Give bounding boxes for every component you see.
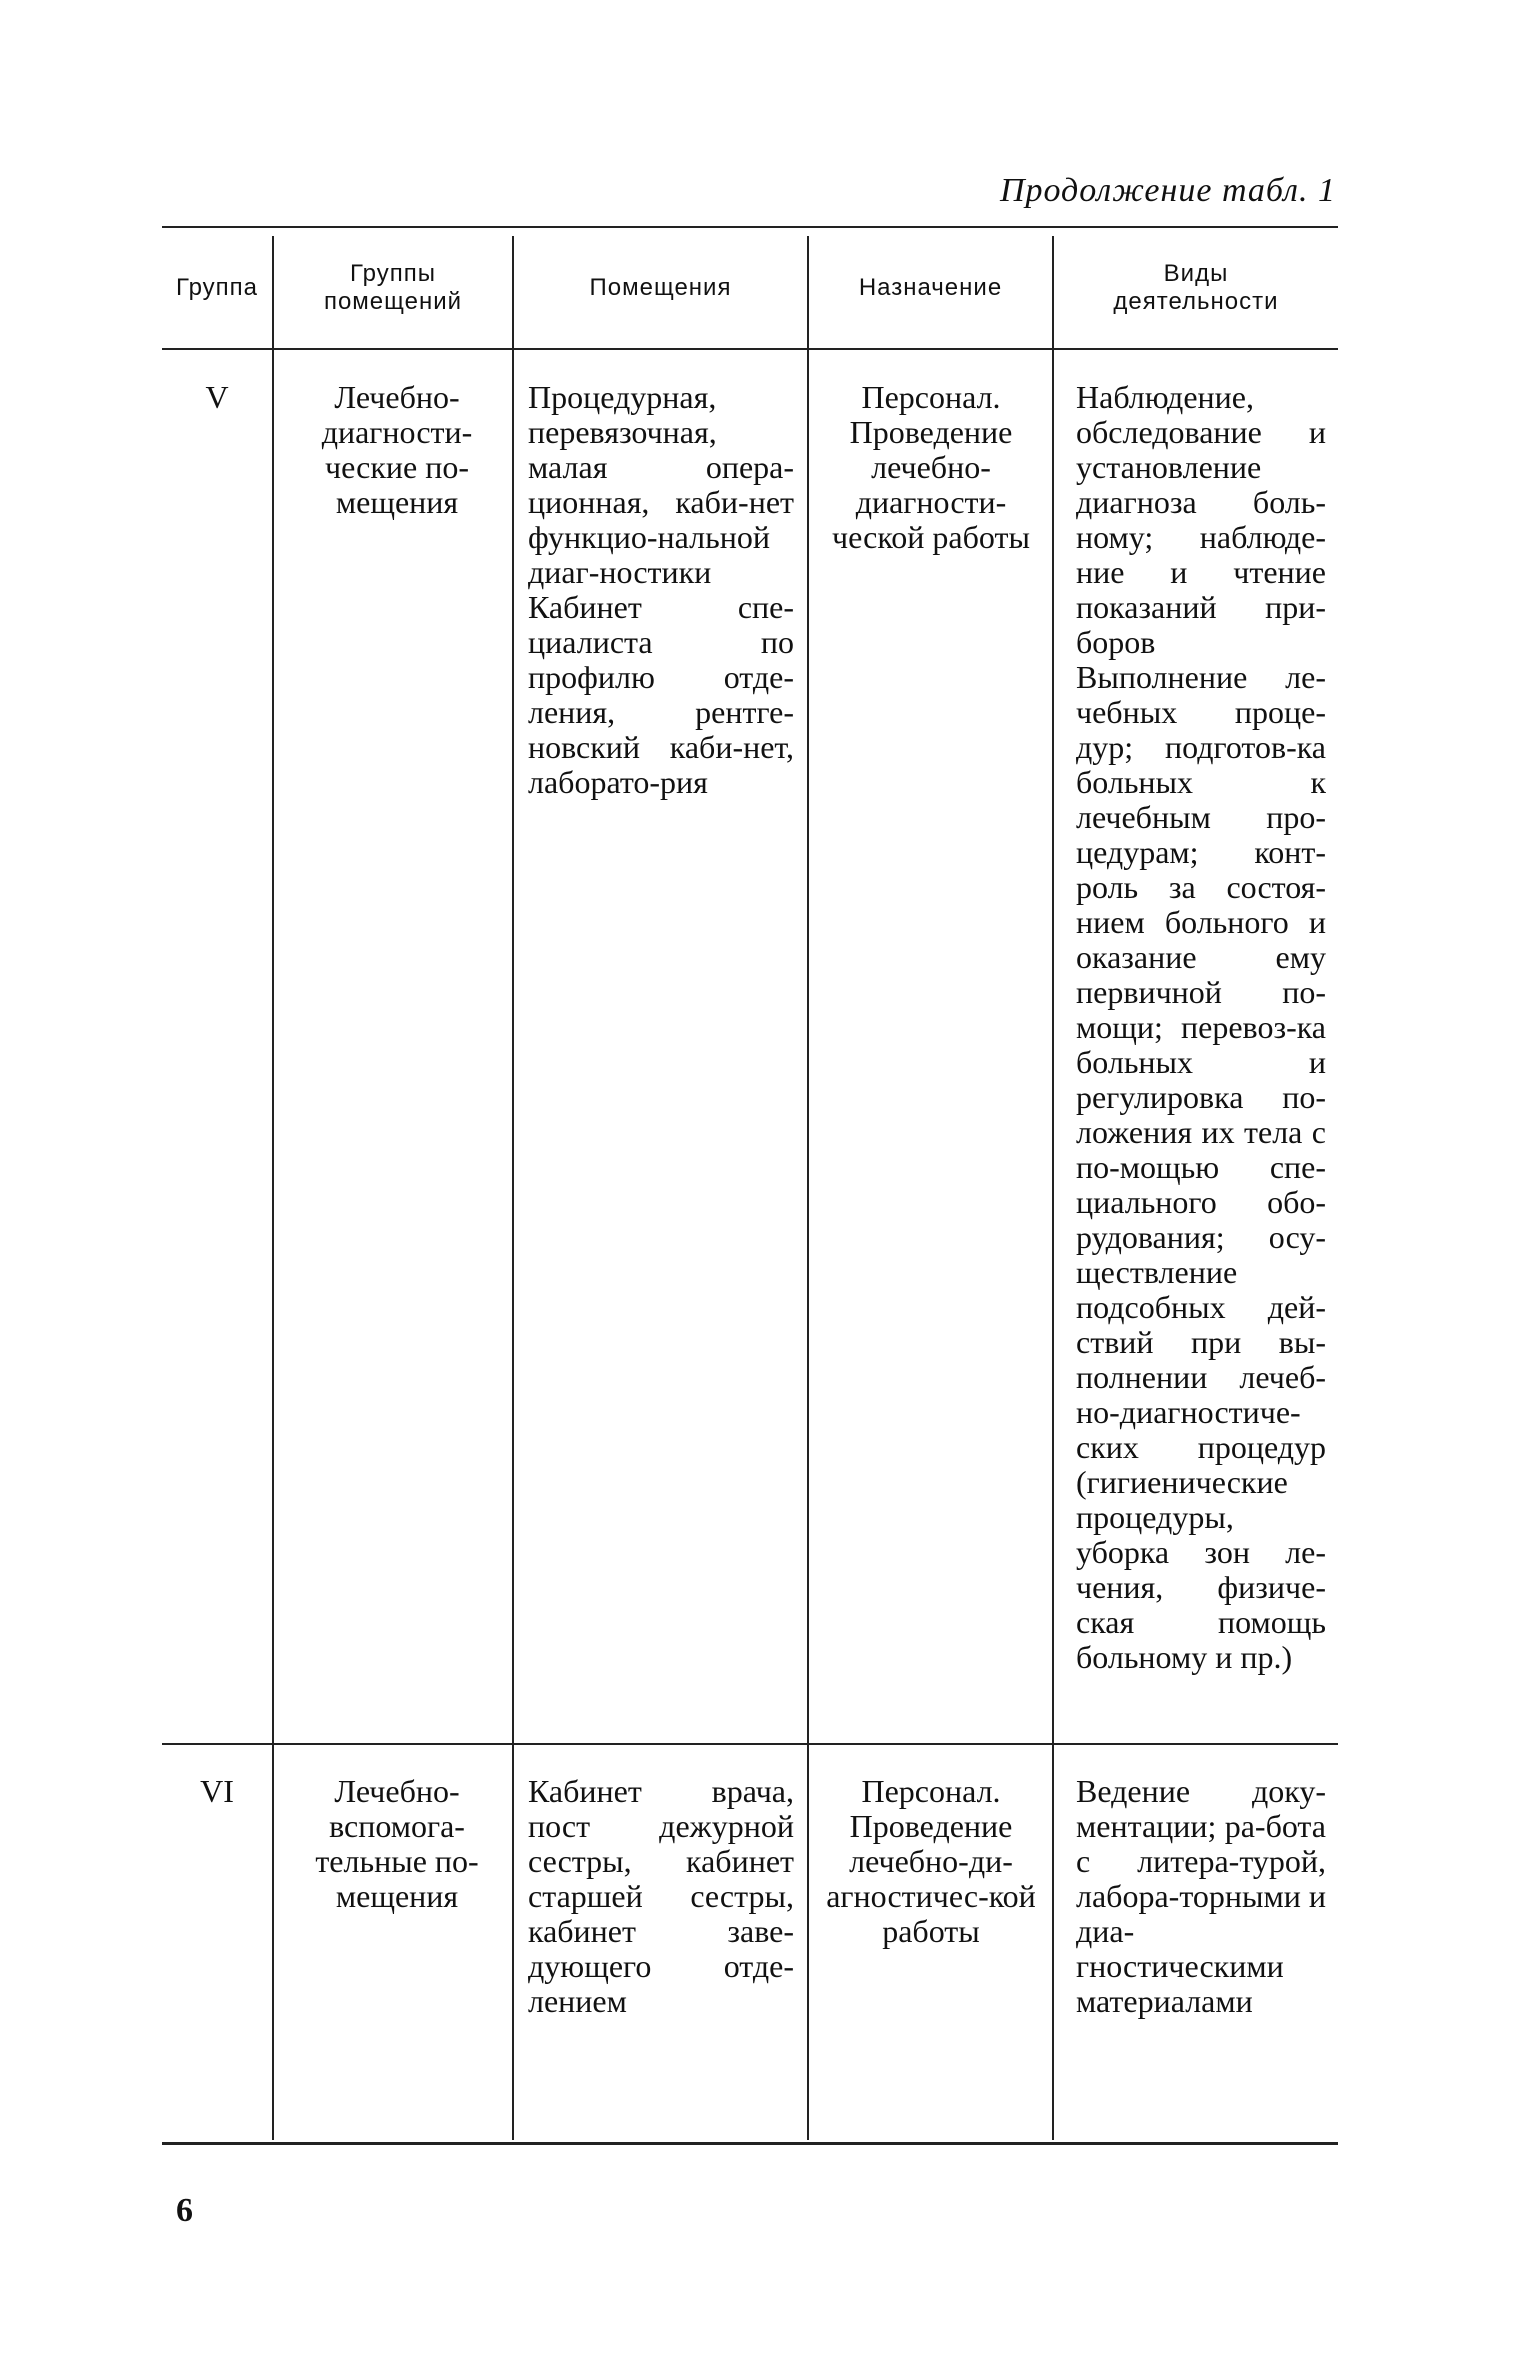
header-purpose: Назначение [858,274,1003,301]
column-divider [807,236,809,2140]
row-vi-activities: Ведение доку-ментации; ра-бота с литера-турой, лабора-торными и диа-гностическими материалами [1076,1774,1326,2019]
column-divider [512,236,514,2140]
row-v-activities: Наблюдение, обследование и установление диагноза боль-ному; наблюде-ние и чтение показаний при-боров Выполнение ле-чебных проце-дур; подготов-ка больных к лечебным про-цедурам; конт-роль за состоя-нием больного и оказание ему первичной по-мощи; перевоз-ка больных и регулировка по-ложения их тела с по-мощью спе-циального обо-рудования; осу-ществление подсобных дей-ствий при вы-полнении лечеб-но-диагностиче-ских процедур (гигиенические процедуры, уборка зон ле-чения, физиче-ская помощь больному и пр.) [1076,380,1326,1675]
row-v-purpose: Персонал. Проведение лечебно-диагности-ческой работы [832,380,1030,555]
row-v-group: V [205,380,229,415]
column-divider [272,236,274,2140]
table-caption: Продолжение табл. 1 [999,172,1336,209]
row-vi-rooms: Кабинет врача, пост дежурной сестры, кабинет старшей сестры, кабинет заве-дующего отде-лением [528,1774,794,2019]
column-divider [1052,236,1054,2140]
row-divider [162,1743,1338,1745]
row-vi-room-group: Лечебно-вспомога-тельные по-мещения [315,1774,479,1914]
row-vi-group: VI [200,1774,234,1809]
header-group: Группа [175,274,259,301]
row-vi-purpose: Персонал. Проведение лечебно-ди-агностичес-кой работы [826,1774,1036,1949]
header-activities: Виды деятельности [1113,260,1279,315]
table [162,226,1338,2145]
header-room-groups: Группы помещений [323,260,463,315]
header-divider [162,348,1338,350]
row-v-rooms: Процедурная, перевязочная, малая опера-ционная, каби-нет функцио-нальной диаг-ностики Кабинет спе-циалиста по профилю отде-ления, рентге-новский каби-нет, лаборато-рия [528,380,794,800]
row-v-room-group: Лечебно-диагности-ческие по-мещения [321,380,473,520]
header-rooms: Помещения [589,274,732,301]
page-number: 6 [176,2192,193,2229]
